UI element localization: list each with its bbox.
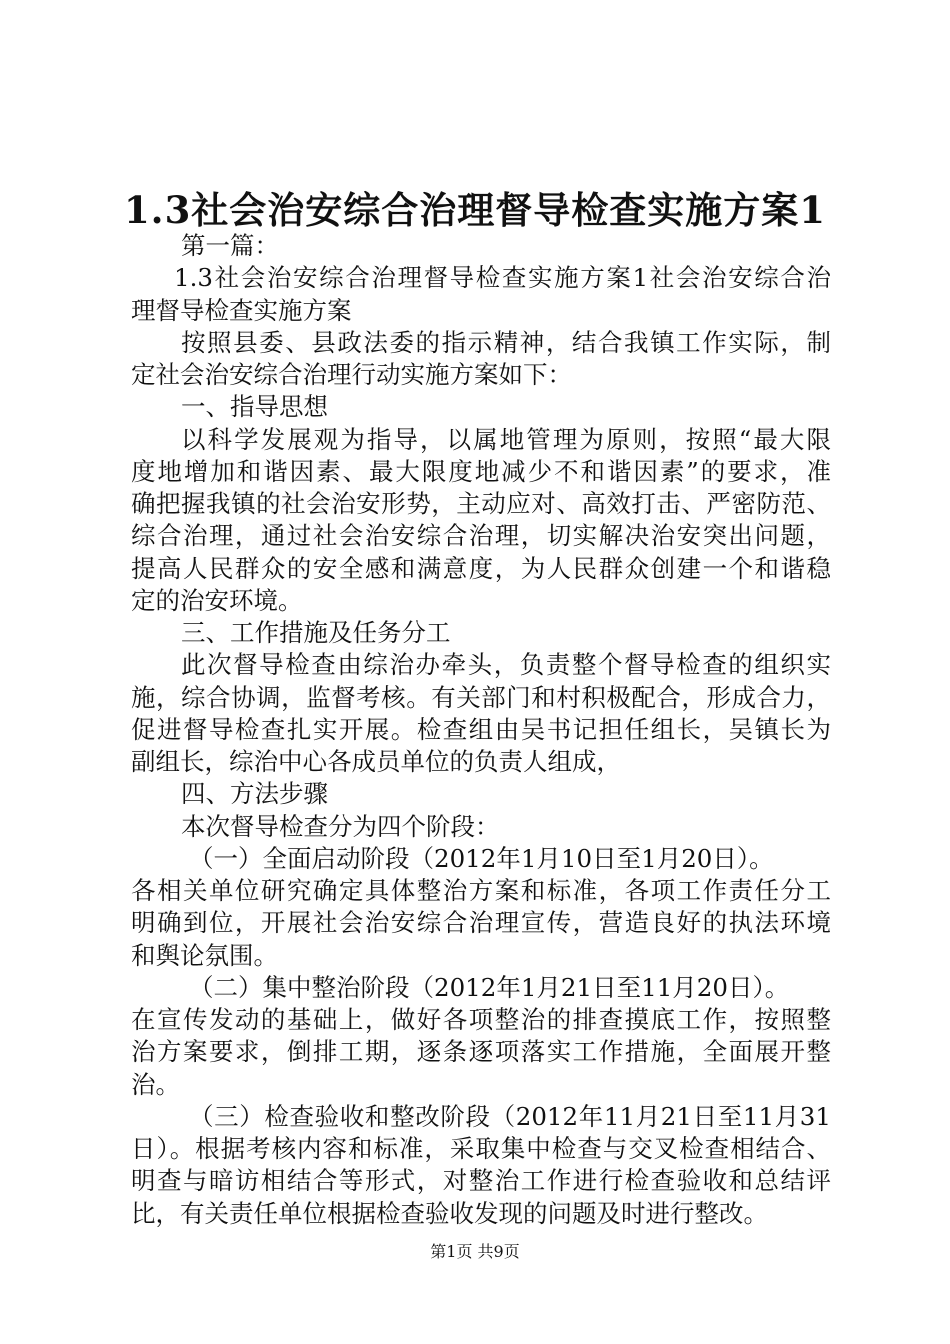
section-heading: 一、指导思想 <box>181 392 328 422</box>
paragraph-line: 1.3社会治安综合治理督导检查实施方案1社会治安综合治 <box>174 263 831 293</box>
paragraph-line: 日）。根据考核内容和标准，采取集中检查与交叉检查相结合、 <box>131 1134 831 1163</box>
paragraph-line: 促进督导检查扎实开展。检查组由吴书记担任组长，吴镇长为 <box>131 714 831 744</box>
section-heading: 四、方法步骤 <box>181 779 328 809</box>
paragraph-line: 确把握我镇的社会治安形势，主动应对、高效打击、严密防范、 <box>131 489 831 518</box>
paragraph-line: 按照县委、县政法委的指示精神，结合我镇工作实际，制 <box>181 327 831 357</box>
paragraph-line: 此次督导检查由综治办牵头，负责整个督导检查的组织实 <box>181 650 831 680</box>
paragraph-line: 比，有关责任单位根据检查验收发现的问题及时进行整改。 <box>131 1198 768 1228</box>
document-title: 1.3社会治安综合治理督导检查实施方案1 <box>123 188 827 232</box>
paragraph-line: （一）全面启动阶段（2012年1月10日至1月20日）。 <box>189 843 774 873</box>
paragraph-line: 和舆论氛围。 <box>131 940 278 970</box>
paragraph-line: 各相关单位研究确定具体整治方案和标准，各项工作责任分工 <box>131 876 831 905</box>
paragraph-line: 治方案要求，倒排工期，逐条逐项落实工作措施，全面展开整 <box>131 1037 831 1067</box>
section-heading: 第一篇： <box>181 231 279 260</box>
paragraph-line: 综合治理，通过社会治安综合治理，切实解决治安突出问题， <box>131 521 831 551</box>
section-heading: 三、工作措施及任务分工 <box>181 618 451 647</box>
paragraph-line: 在宣传发动的基础上，做好各项整治的排查摸底工作，按照整 <box>131 1005 831 1034</box>
paragraph-line: 定社会治安综合治理行动实施方案如下： <box>131 360 572 389</box>
paragraph-line: 明确到位，开展社会治安综合治理宣传，营造良好的执法环境 <box>131 908 831 938</box>
paragraph-line: 明查与暗访相结合等形式，对整治工作进行检查验收和总结评 <box>131 1166 831 1196</box>
paragraph-line: 治。 <box>131 1069 180 1099</box>
paragraph-line: 副组长，综治中心各成员单位的负责人组成， <box>131 747 621 776</box>
paragraph-line: 定的治安环境。 <box>131 585 303 615</box>
paragraph-line: 理督导检查实施方案 <box>131 295 352 325</box>
page-number: 第1页 共9页 <box>430 1242 520 1261</box>
paragraph-line: （二）集中整治阶段（2012年1月21日至11月20日）。 <box>189 972 790 1002</box>
paragraph-line: （三）检查验收和整改阶段（2012年11月21日至11月31 <box>189 1101 831 1131</box>
paragraph-line: 本次督导检查分为四个阶段： <box>181 811 500 841</box>
paragraph-line: 以科学发展观为指导，以属地管理为原则，按照“最大限 <box>181 424 831 454</box>
paragraph-line: 施，综合协调，监督考核。有关部门和村积极配合，形成合力， <box>131 682 831 712</box>
paragraph-line: 提高人民群众的安全感和满意度，为人民群众创建一个和谐稳 <box>131 553 831 583</box>
paragraph-line: 度地增加和谐因素、最大限度地减少不和谐因素”的要求，准 <box>131 456 831 486</box>
document-body <box>131 230 831 1230</box>
